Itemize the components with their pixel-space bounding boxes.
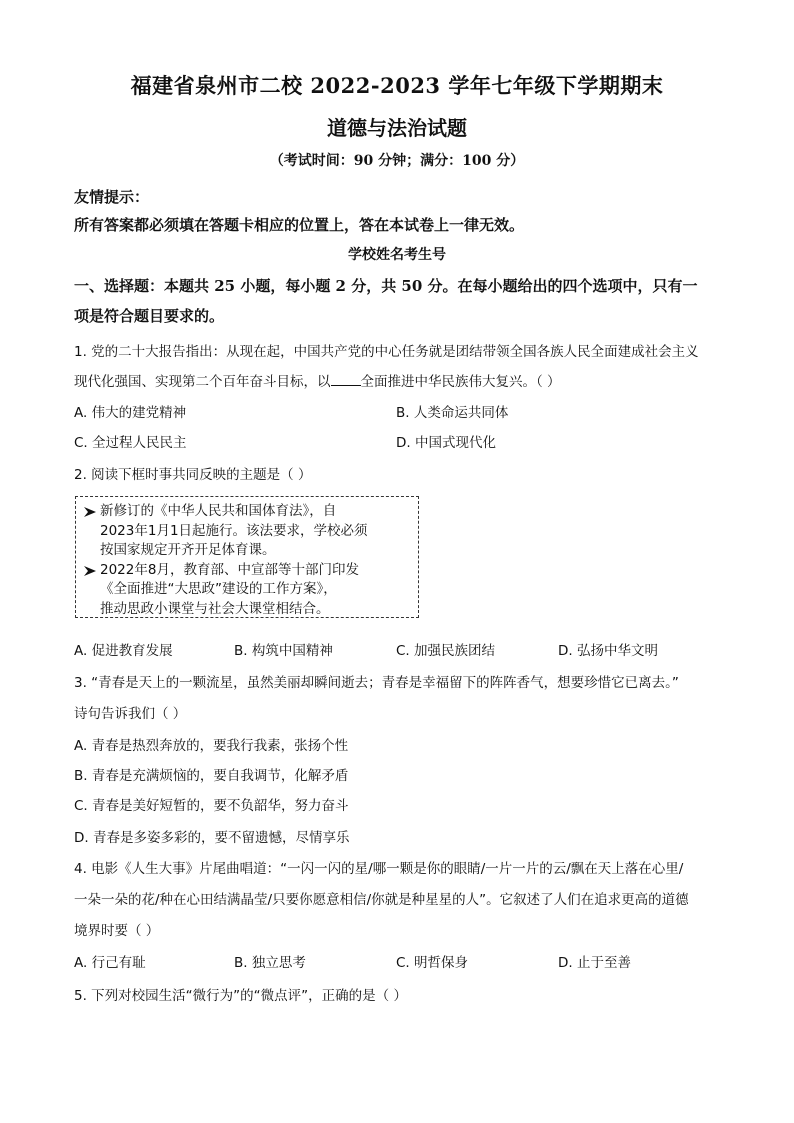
answer-blank <box>331 371 361 386</box>
question-2-option-d: D. 弘扬中华文明 <box>558 643 658 659</box>
news-item-1-line1: 新修订的《中华人民共和国体育法》，自 <box>100 503 337 519</box>
news-box <box>75 496 419 618</box>
question-1-option-c: C. 全过程人民民主 <box>74 435 187 451</box>
question-3-option-c: C. 青春是美好短暂的，要不负韶华，努力奋斗 <box>74 798 349 814</box>
question-3-stem-line1: 3. “青春是天上的一颗流星，虽然美丽却瞬间逝去；青春是幸福留下的阵阵香气，想要珍惜它已离去。” <box>74 675 679 691</box>
question-1-stem-text-end: 全面推进中华民族伟大复兴。（ ） <box>360 374 561 390</box>
question-3-option-d: D. 青春是多姿多彩的，要不留遗憾，尽情享乐 <box>74 830 350 846</box>
question-3-stem-line2: 诗句告诉我们（ ） <box>74 706 187 722</box>
question-4-option-a: A. 行己有耻 <box>74 955 146 971</box>
question-1-stem-text: 现代化强国、实现第二个百年奋斗目标，以 <box>74 374 331 390</box>
news-item-1-line2: 2023年1月1日起施行。该法要求，学校必须 <box>100 522 368 539</box>
exam-title: 福建省泉州市二校 2022-2023 学年七年级下学期期末 <box>130 73 664 98</box>
question-1-stem-line1: 1. 党的二十大报告指出：从现在起，中国共产党的中心任务就是团结带领全国各族人民全面建成社会主义 <box>74 344 699 360</box>
news-item-2-line2: 《全面推进“大思政”建设的工作方案》， <box>100 581 337 597</box>
question-2-option-a: A. 促进教育发展 <box>74 643 173 659</box>
question-4-stem-line3: 境界时要（ ） <box>74 923 160 939</box>
section-heading-line2: 项是符合题目要求的。 <box>74 307 225 325</box>
question-1-option-b: B. 人类命运共同体 <box>396 405 509 421</box>
exam-subject-title: 道德与法治试题 <box>327 116 467 140</box>
arrow-bullet-icon <box>84 566 96 576</box>
exam-time-info: （考试时间：90 分钟；满分：100 分） <box>269 153 525 169</box>
question-4-stem-line1: 4. 电影《人生大事》片尾曲唱道：“一闪一闪的星/哪一颗是你的眼睛/一片一片的云/飘在天上落在心里/ <box>74 861 684 877</box>
news-item-2-line1: 2022年8月，教育部、中宣部等十部门印发 <box>100 561 359 578</box>
question-1-stem-line2 <box>74 370 561 390</box>
news-item-2-line3: 推动思政小课堂与社会大课堂相结合。 <box>100 600 330 617</box>
notice-text: 所有答案都必须填在答题卡相应的位置上，答在本试卷上一律无效。 <box>74 216 525 234</box>
question-1-option-d: D. 中国式现代化 <box>396 435 496 451</box>
news-item-1 <box>84 502 412 561</box>
news-item-1-line3: 按国家规定开齐开足体育课。 <box>100 542 276 558</box>
question-3-option-a: A. 青春是热烈奔放的，要我行我素，张扬个性 <box>74 738 349 754</box>
question-4-option-b: B. 独立思考 <box>234 955 306 971</box>
question-2-stem: 2. 阅读下框时事共同反映的主题是（ ） <box>74 467 312 483</box>
news-item-2 <box>84 561 412 620</box>
section-heading-line1: 一、选择题：本题共 25 小题，每小题 2 分，共 50 分。在每小题给出的四个选项中，只有一 <box>74 277 698 295</box>
arrow-bullet-icon <box>84 507 96 517</box>
question-5-stem: 5. 下列对校园生活“微行为”的“微点评”，正确的是（ ） <box>74 988 407 1004</box>
question-3-option-b: B. 青春是充满烦恼的，要自我调节，化解矛盾 <box>74 768 349 784</box>
question-2-option-c: C. 加强民族团结 <box>396 643 496 659</box>
question-1-option-a: A. 伟大的建党精神 <box>74 405 187 421</box>
notice-label: 友情提示： <box>74 188 150 206</box>
question-2-option-b: B. 构筑中国精神 <box>234 643 333 659</box>
question-4-stem-line2: 一朵一朵的花/种在心田结满晶莹/只要你愿意相信/你就是种星星的人”。它叙述了人们在追求更高的道德 <box>74 892 689 908</box>
question-4-option-d: D. 止于至善 <box>558 955 631 971</box>
question-4-option-c: C. 明哲保身 <box>396 955 469 971</box>
student-info-fields: 学校姓名考生号 <box>348 247 446 263</box>
